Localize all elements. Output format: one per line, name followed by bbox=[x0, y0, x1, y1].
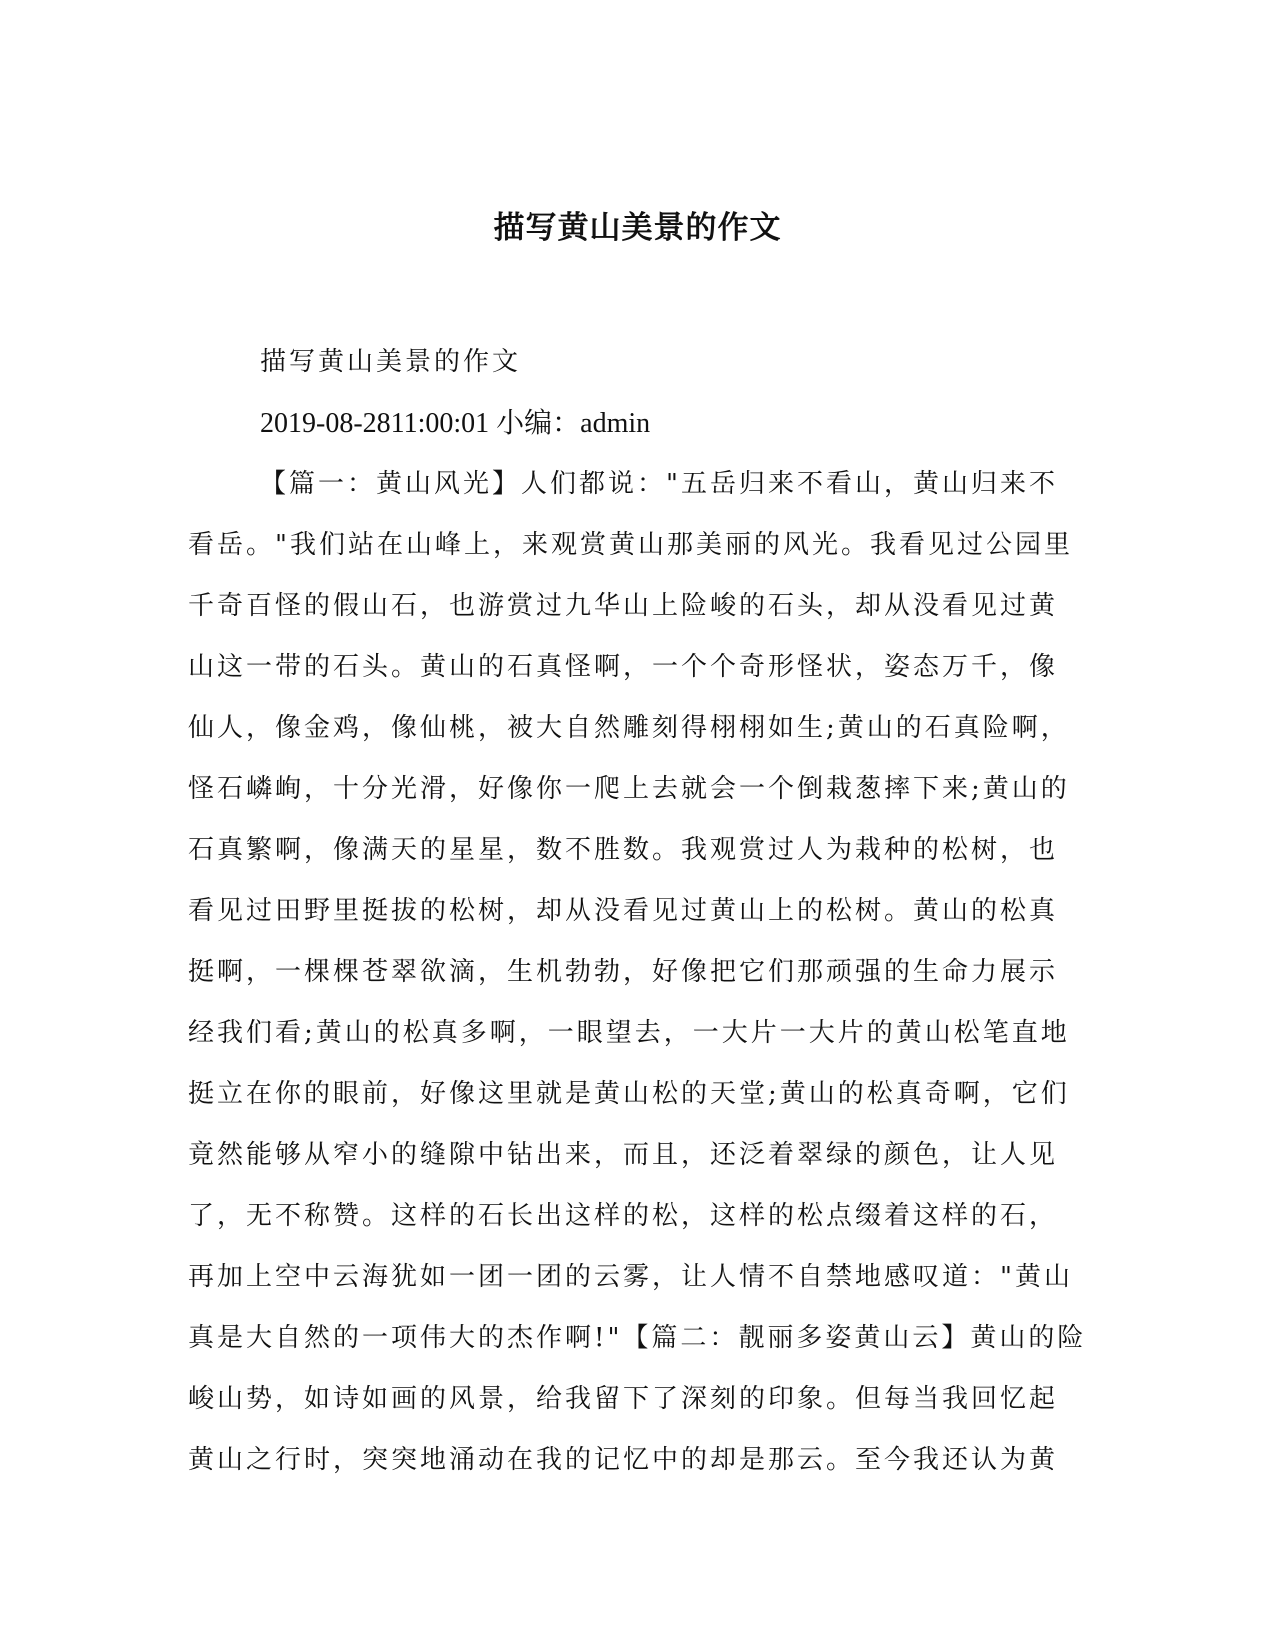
paragraph-line: 看岳。"我们站在山峰上，来观赏黄山那美丽的风光。我看见过公园里 bbox=[188, 530, 1073, 560]
paragraph-line: 黄山之行时，突突地涌动在我的记忆中的却是那云。至今我还认为黄 bbox=[188, 1445, 1059, 1475]
document-body bbox=[188, 332, 1087, 1491]
paragraph-line: 再加上空中云海犹如一团一团的云雾，让人情不自禁地感叹道："黄山 bbox=[188, 1262, 1073, 1292]
paragraph-line: 怪石嶙峋，十分光滑，好像你一爬上去就会一个倒栽葱摔下来;黄山的 bbox=[188, 774, 1070, 804]
paragraph-line: 仙人，像金鸡，像仙桃，被大自然雕刻得栩栩如生;黄山的石真险啊， bbox=[188, 713, 1070, 743]
subtitle-line: 描写黄山美景的作文 bbox=[260, 347, 522, 377]
paragraph-line: 经我们看;黄山的松真多啊，一眼望去，一大片一大片的黄山松笔直地 bbox=[188, 1018, 1070, 1048]
paragraph-line: 石真繁啊，像满天的星星，数不胜数。我观赏过人为栽种的松树，也 bbox=[188, 835, 1059, 865]
paragraph-line: 竟然能够从窄小的缝隙中钻出来，而且，还泛着翠绿的颜色，让人见 bbox=[188, 1140, 1059, 1170]
paragraph-line: 千奇百怪的假山石，也游赏过九华山上险峻的石头，却从没看见过黄 bbox=[188, 591, 1059, 621]
paragraph-line: 【篇一：黄山风光】人们都说："五岳归来不看山，黄山归来不 bbox=[260, 469, 1058, 499]
date-author-line: 2019-08-2811:00:01 小编：admin bbox=[260, 408, 651, 439]
paragraph-line: 真是大自然的一项伟大的杰作啊!"【篇二：靓丽多姿黄山云】黄山的险 bbox=[188, 1323, 1087, 1353]
paragraph-line: 峻山势，如诗如画的风景，给我留下了深刻的印象。但每当我回忆起 bbox=[188, 1384, 1059, 1414]
paragraph-line: 了，无不称赞。这样的石长出这样的松，这样的松点缀着这样的石， bbox=[188, 1201, 1059, 1231]
document-title: 描写黄山美景的作文 bbox=[493, 210, 782, 246]
paragraph-line: 看见过田野里挺拔的松树，却从没看见过黄山上的松树。黄山的松真 bbox=[188, 896, 1059, 926]
paragraph-line: 挺啊，一棵棵苍翠欲滴，生机勃勃，好像把它们那顽强的生命力展示 bbox=[188, 957, 1059, 987]
paragraph-line: 挺立在你的眼前，好像这里就是黄山松的天堂;黄山的松真奇啊，它们 bbox=[188, 1079, 1070, 1109]
paragraph-line: 山这一带的石头。黄山的石真怪啊，一个个奇形怪状，姿态万千，像 bbox=[188, 652, 1059, 682]
